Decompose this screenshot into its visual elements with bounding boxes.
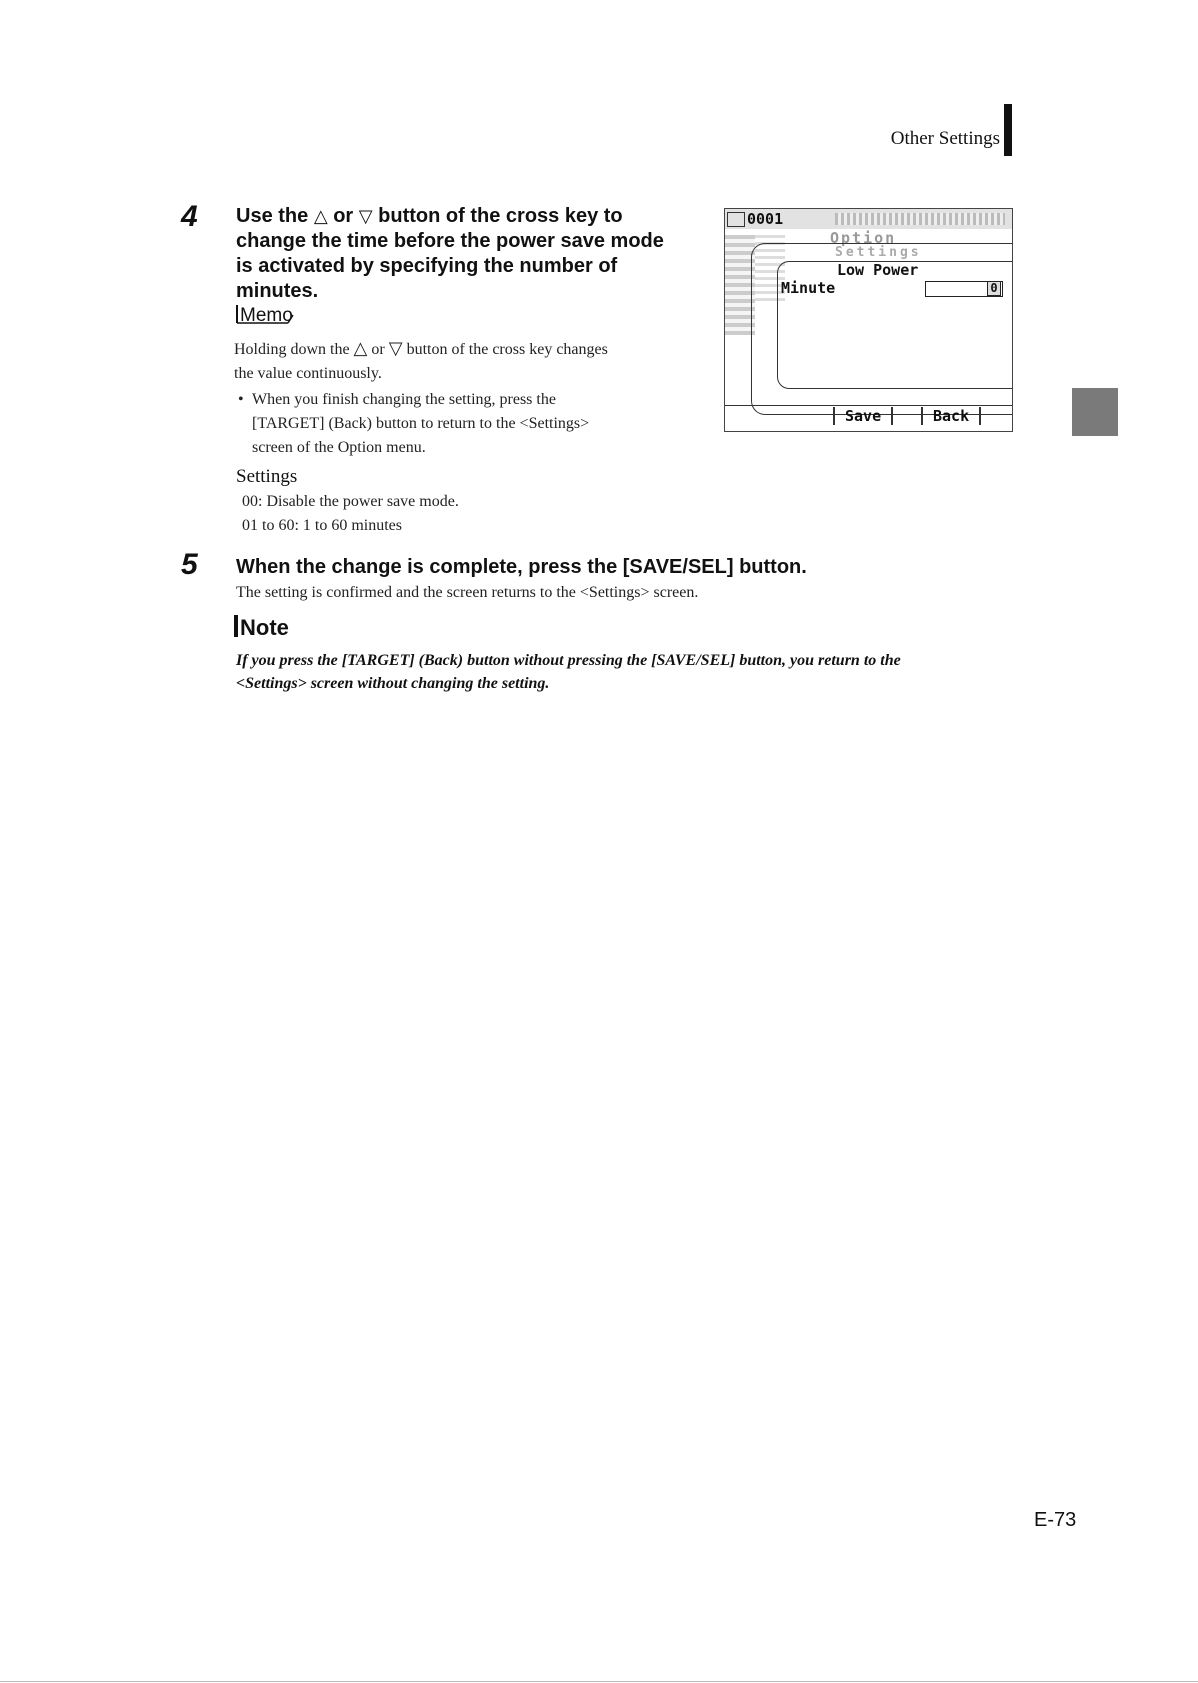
status-icons [835, 213, 1005, 225]
step-4-heading-line-1: Use the △ or ▽ button of the cross key to [236, 205, 623, 227]
dialog-title: Low Power [837, 261, 919, 279]
bullet-item [238, 388, 698, 460]
note-label-text: Note [240, 615, 289, 640]
screen-menu-title: Option [830, 229, 897, 247]
step-4-heading-line-4: minutes. [236, 280, 319, 302]
memo-line-1: Holding down the △ or ▽ button of the cross key changes [234, 338, 608, 358]
up-triangle-icon: △ [353, 338, 368, 358]
settings-item: 00: Disable the power save mode. [242, 493, 459, 510]
up-triangle-icon: △ [313, 206, 328, 226]
step-4-heading-line-2: change the time before the power save mode [236, 230, 664, 252]
field-label: Minute [781, 279, 836, 297]
side-tab-marker [1072, 388, 1118, 436]
page-number: E-73 [1034, 1509, 1077, 1531]
step-4-heading [236, 204, 696, 304]
down-triangle-icon: ▽ [388, 338, 403, 358]
memo-label-text: Memo [240, 305, 293, 326]
save-button[interactable]: Save [833, 407, 893, 425]
note-line-2: <Settings> screen without changing the setting. [236, 675, 550, 692]
screen-submenu-title: Settings [835, 245, 922, 260]
memo-label [236, 302, 294, 326]
bullet-icon: • [238, 391, 244, 408]
step-4-number: 4 [181, 200, 198, 233]
memo-text [234, 336, 694, 386]
bullet-line-3: screen of the Option menu. [252, 439, 426, 456]
step-5-body: The setting is confirmed and the screen returns to the <Settings> screen. [236, 584, 699, 601]
step-5-number: 5 [181, 548, 198, 581]
step-4-heading-line-3: is activated by specifying the number of [236, 255, 618, 277]
note-label [234, 612, 290, 640]
bullet-line-1: When you finish changing the setting, press the [252, 391, 556, 408]
settings-heading: Settings [236, 466, 298, 487]
minute-value: 0 [987, 281, 1001, 296]
footer-rule [0, 1681, 1198, 1682]
note-text [236, 649, 1036, 695]
note-line-1: If you press the [TARGET] (Back) button without pressing the [SAVE/SEL] button, you return to the [236, 652, 901, 669]
memo-line-2: the value continuously. [234, 365, 382, 382]
settings-list [242, 490, 459, 538]
back-button[interactable]: Back [921, 407, 981, 425]
section-title: Other Settings [890, 128, 1000, 149]
settings-item: 01 to 60: 1 to 60 minutes [242, 517, 402, 534]
down-triangle-icon: ▽ [358, 206, 373, 226]
bullet-line-2: [TARGET] (Back) button to return to the <Settings> [252, 415, 590, 432]
camera-screen [724, 208, 1013, 432]
screen-file-number: 0001 [747, 210, 784, 228]
step-5-heading: When the change is complete, press the [SAVE/SEL] button. [236, 556, 807, 578]
section-marker-bar [1004, 104, 1012, 156]
folder-icon [727, 212, 745, 227]
